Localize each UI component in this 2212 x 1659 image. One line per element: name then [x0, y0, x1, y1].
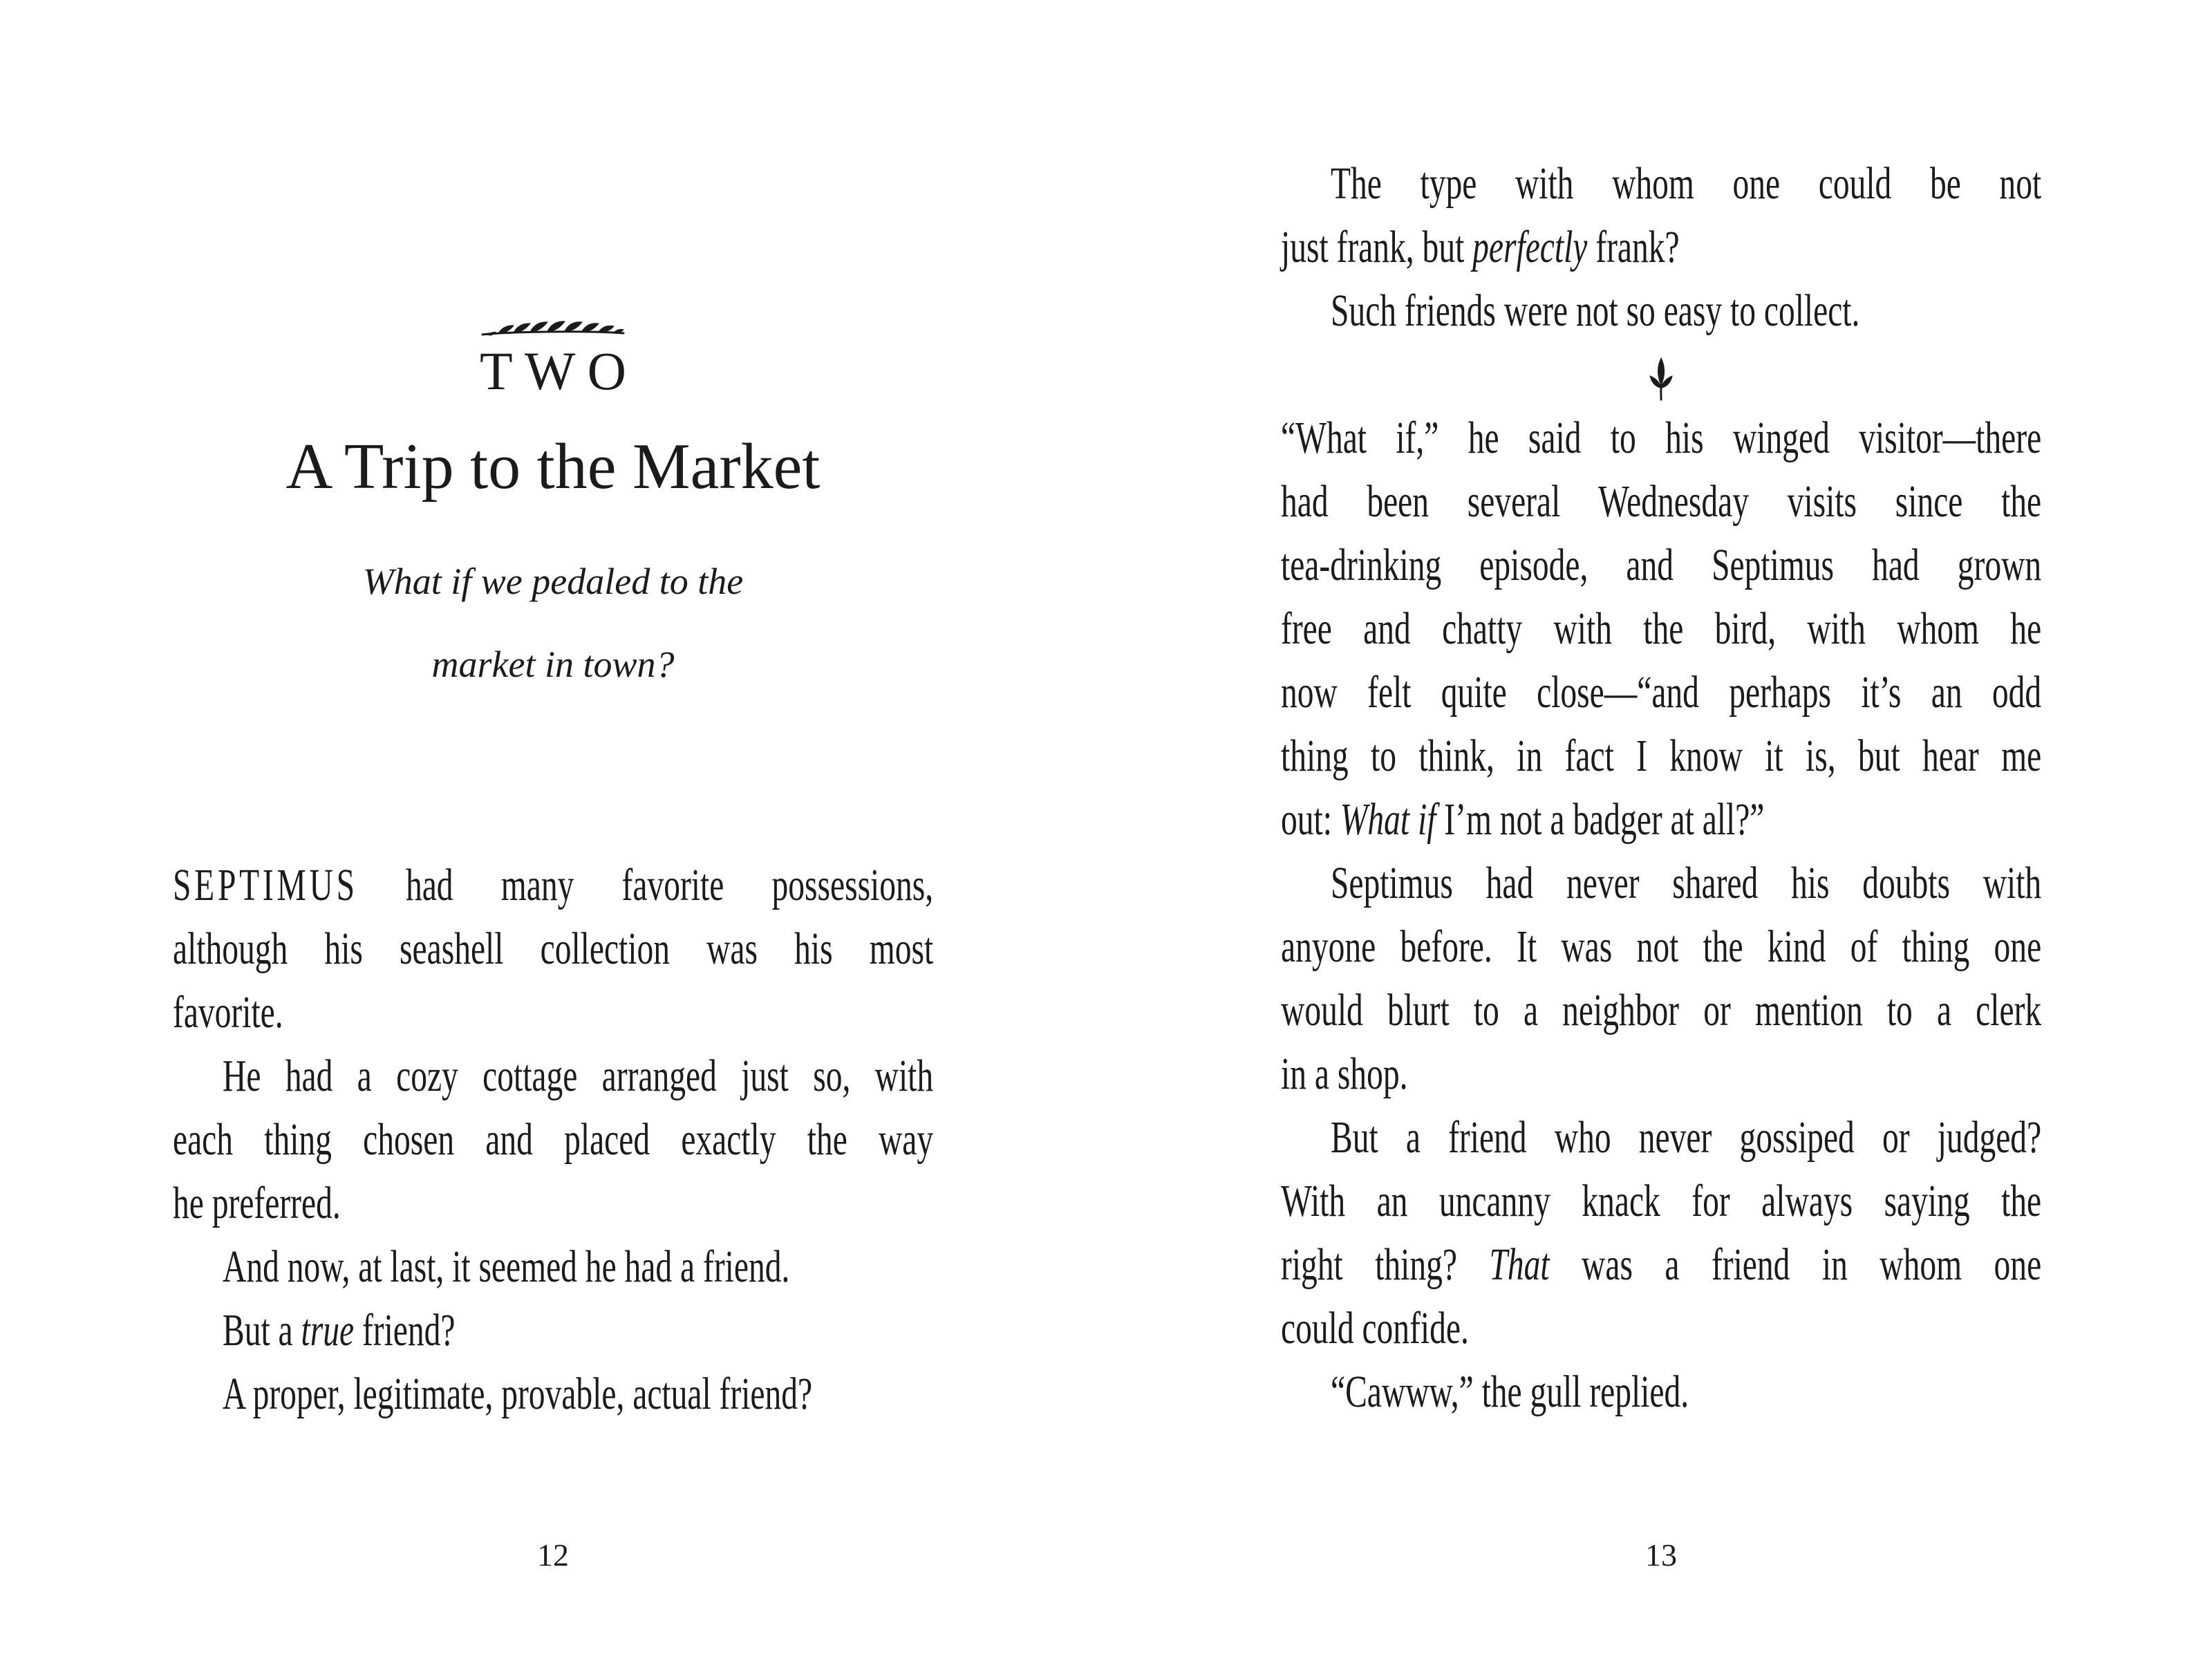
body-text: Septimus had never shared his doubts with: [1331, 858, 2042, 908]
section-divider: [1281, 343, 2041, 406]
right-page-body: [1281, 152, 2041, 1424]
body-text: The type with whom one could be not: [1331, 158, 2042, 209]
text-line: [1281, 152, 2041, 216]
body-text: could confide.: [1281, 1303, 1469, 1353]
italic-text: What if: [1340, 794, 1436, 845]
right-page-number: 13: [1645, 1537, 1677, 1573]
italic-text: That: [1489, 1239, 1550, 1290]
body-text: had been several Wednesday visits since the: [1281, 476, 2042, 527]
body-text: just frank, but: [1281, 222, 1473, 272]
sprig-ornament-icon: [1649, 357, 1674, 401]
body-text: right thing?: [1281, 1239, 1490, 1290]
body-text: But a: [223, 1305, 301, 1356]
body-text: thing to think, in fact I know it is, but hear me: [1281, 731, 2042, 781]
text-line: [1281, 852, 2041, 915]
body-text: each thing chosen and placed exactly the way: [173, 1114, 934, 1165]
body-text: would blurt to a neighbor or mention to a clerk: [1281, 985, 2042, 1035]
body-text: I’m not a badger at all?”: [1436, 794, 1765, 845]
body-text: Such friends were not so easy to collect.: [1331, 285, 1860, 336]
chapter-number: TWO: [480, 341, 639, 401]
text-line: [1281, 1106, 2041, 1170]
text-line: [1281, 1233, 2041, 1297]
text-line: [173, 1362, 933, 1426]
body-text: “Cawww,” the gull replied.: [1331, 1367, 1689, 1417]
text-line: [173, 1172, 933, 1235]
text-line: [173, 1108, 933, 1172]
text-line: [1281, 661, 2041, 724]
text-line: [173, 917, 933, 981]
body-text: tea-drinking episode, and Septimus had grown: [1281, 540, 2042, 590]
body-text: anyone before. It was not the kind of thing one: [1281, 921, 2042, 972]
epigraph-line: market in town?: [431, 644, 675, 685]
text-line: [1281, 724, 2041, 788]
text-line: [1281, 1170, 2041, 1233]
body-text: had many favorite possessions,: [357, 860, 934, 910]
body-text: in a shop.: [1281, 1049, 1408, 1099]
text-line: [1281, 1360, 2041, 1424]
chapter-title: A Trip to the Market: [285, 431, 821, 503]
body-text: frank?: [1587, 222, 1680, 272]
text-line: [173, 981, 933, 1044]
text-line: [1281, 915, 2041, 979]
italic-text: true: [301, 1305, 355, 1356]
text-line: [1281, 216, 2041, 279]
text-line: [1281, 279, 2041, 343]
text-line: [1281, 1042, 2041, 1106]
left-page-number: 12: [537, 1537, 569, 1573]
text-line: [1281, 788, 2041, 852]
body-text: But a friend who never gossiped or judged?: [1331, 1112, 2042, 1163]
body-text: free and chatty with the bird, with whom he: [1281, 603, 2042, 654]
text-line: [1281, 406, 2041, 470]
body-text: favorite.: [173, 987, 283, 1038]
text-line: [173, 1299, 933, 1362]
text-line: [1281, 470, 2041, 534]
text-line: [173, 854, 933, 917]
text-line: [1281, 1297, 2041, 1360]
feather-ornament-icon: [480, 317, 626, 340]
text-line: [173, 1235, 933, 1299]
left-page-body: [173, 854, 933, 1426]
body-text: now felt quite close—“and perhaps it’s an odd: [1281, 667, 2042, 718]
body-text: out:: [1281, 794, 1340, 845]
text-line: [1281, 597, 2041, 661]
italic-text: perfectly: [1472, 222, 1588, 272]
text-line: [1281, 979, 2041, 1042]
body-text: although his seashell collection was his most: [173, 924, 934, 974]
character-name-caps: SEPTIMUS: [173, 860, 358, 910]
body-text: “What if,” he said to his winged visitor—there: [1281, 413, 2042, 463]
text-line: [173, 1044, 933, 1108]
body-text: was a friend in whom one: [1549, 1239, 2042, 1290]
epigraph-line: What if we pedaled to the: [362, 561, 744, 602]
body-text: He had a cozy cottage arranged just so, with: [223, 1051, 934, 1101]
text-line: [1281, 534, 2041, 597]
chapter-epigraph: [173, 540, 933, 706]
body-text: friend?: [354, 1305, 456, 1356]
body-text: he preferred.: [173, 1178, 341, 1228]
body-text: With an uncanny knack for always saying the: [1281, 1176, 2042, 1226]
body-text: And now, at last, it seemed he had a friend.: [223, 1241, 790, 1292]
body-text: A proper, legitimate, provable, actual friend?: [223, 1369, 813, 1419]
